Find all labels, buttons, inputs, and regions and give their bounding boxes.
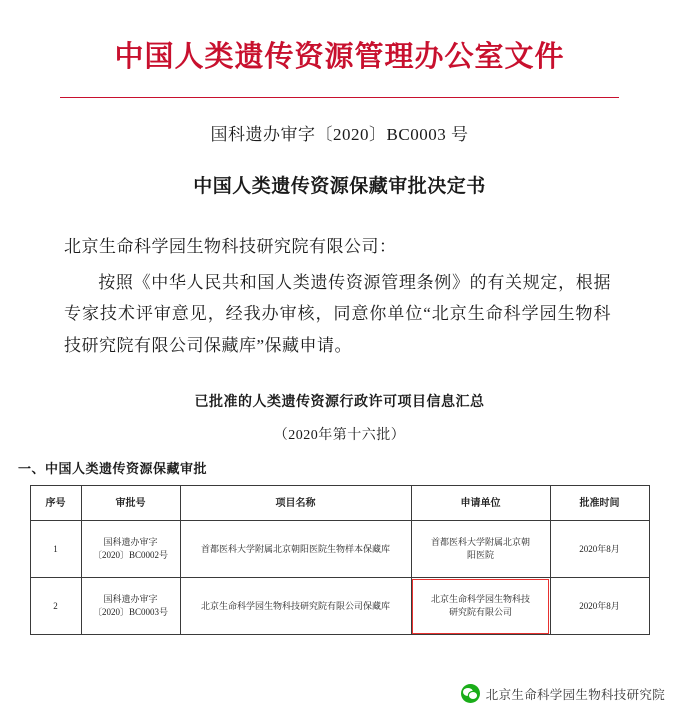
cell-code-line2: 〔2020〕BC0002号 bbox=[92, 550, 168, 561]
cell-applicant-line2: 阳医院 bbox=[466, 550, 494, 561]
document-title: 中国人类遗传资源管理办公室文件 bbox=[114, 41, 565, 73]
red-divider bbox=[60, 97, 619, 98]
cell-date: 2020年8月 bbox=[550, 578, 649, 635]
cell-project-name: 首都医科大学附属北京朝阳医院生物样本保藏库 bbox=[180, 521, 411, 578]
approval-table bbox=[30, 485, 650, 635]
document-subtitle: 中国人类遗传资源保藏审批决定书 bbox=[193, 176, 486, 197]
table-row bbox=[30, 521, 649, 578]
cell-applicant-highlighted bbox=[411, 578, 550, 635]
cell-no: 1 bbox=[30, 521, 81, 578]
table-body bbox=[30, 521, 649, 635]
column-header-code: 审批号 bbox=[81, 486, 180, 521]
recipient-line: 北京生命科学园生物科技研究院有限公司： bbox=[64, 237, 397, 256]
summary-title: 已批准的人类遗传资源行政许可项目信息汇总 bbox=[194, 395, 485, 411]
cell-code-line1: 国科遗办审字 bbox=[103, 536, 158, 547]
cell-applicant bbox=[411, 521, 550, 578]
table-row bbox=[30, 578, 649, 635]
column-header-no: 序号 bbox=[30, 486, 81, 521]
cell-code-line1: 国科遗办审字 bbox=[103, 593, 158, 604]
cell-no: 2 bbox=[30, 578, 81, 635]
cell-applicant-line1: 北京生命科学园生物科技 bbox=[430, 593, 530, 604]
body-paragraph bbox=[64, 267, 611, 361]
cell-applicant-line2: 研究院有限公司 bbox=[448, 607, 512, 618]
cell-code bbox=[81, 521, 180, 578]
column-header-applicant: 申请单位 bbox=[411, 486, 550, 521]
wechat-icon bbox=[461, 684, 480, 703]
column-header-date: 批准时间 bbox=[550, 486, 649, 521]
column-header-project-name: 项目名称 bbox=[180, 486, 411, 521]
footer-attribution bbox=[461, 684, 665, 703]
footer-account-name: 北京生命科学园生物科技研究院 bbox=[485, 687, 665, 702]
summary-batch: （2020年第十六批） bbox=[273, 428, 406, 444]
document-number: 国科遗办审字〔2020〕BC0003 号 bbox=[210, 125, 469, 144]
table-header bbox=[30, 486, 649, 521]
cell-date: 2020年8月 bbox=[550, 521, 649, 578]
cell-code-line2: 〔2020〕BC0003号 bbox=[92, 607, 168, 618]
table-header-row bbox=[30, 486, 649, 521]
cell-project-name: 北京生命科学园生物科技研究院有限公司保藏库 bbox=[180, 578, 411, 635]
section-heading: 一、中国人类遗传资源保藏审批 bbox=[18, 461, 208, 477]
cell-code bbox=[81, 578, 180, 635]
paragraph-text: 按照《中华人民共和国人类遗传资源管理条例》的有关规定，根据专家技术评审意见，经我办审核，同意你单位“北京生命科学园生物科技研究院有限公司保藏库”保藏申请。 bbox=[64, 273, 611, 355]
cell-applicant-line1: 首都医科大学附属北京朝 bbox=[430, 536, 530, 547]
document-page bbox=[0, 34, 679, 713]
